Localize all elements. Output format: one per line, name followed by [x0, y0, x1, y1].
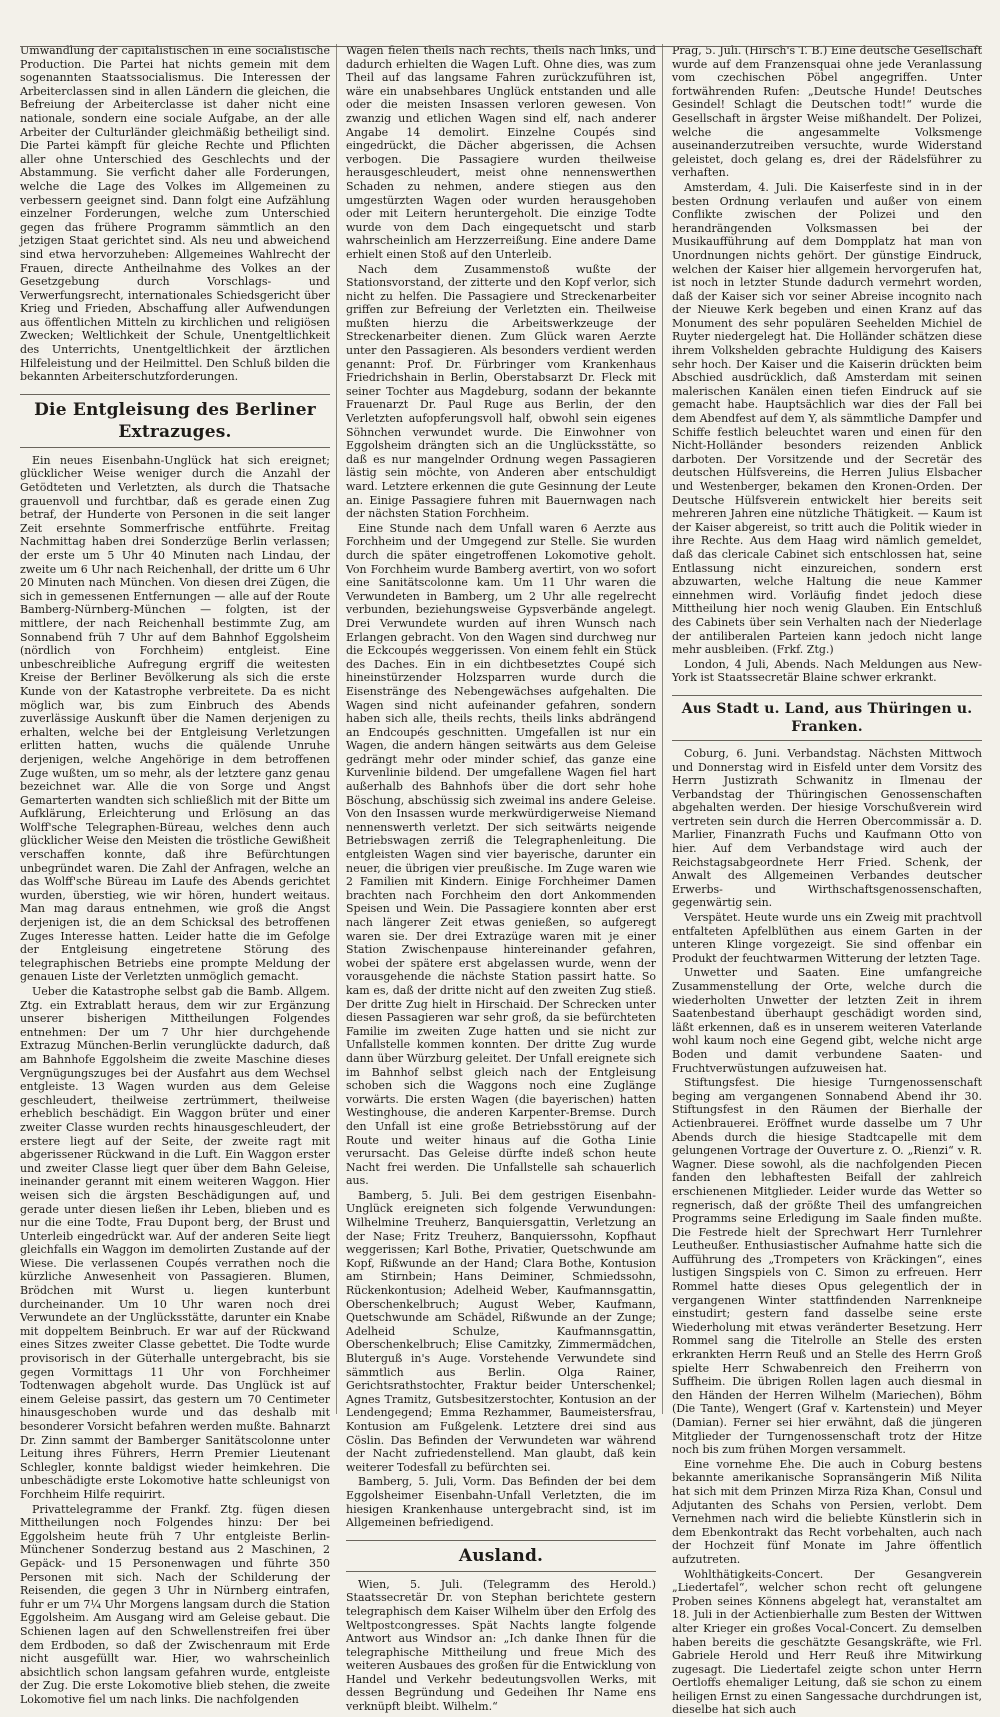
article-intro-text: Umwandlung der capitalistischen in eine socialistische Production. Die Partei hat nichts gemein mit dem sogenannten Staatssocialismus. Die Interessen der Arbeiterclassen sind in allen Ländern die gleichen, die Befreiung der Arbeiterclasse ist daher nicht eine nationale, sondern eine sociale Aufgabe, an der alle Arbeiter der Culturländer gleichmäßig betheiligt sind. Die Partei kämpft für gleiche Rechte und Pflichten aller ohne Unterschied des Geschlechts und der Abstammung. Sie verficht daher alle Forderungen, welche die Lage des Volkes im Allgemeinen zu verbessern geeignet sind. Dann folgt eine Aufzählung einzelner Forderungen, welche zum Unterschied gegen das frühere Programm sämmtlich an den jetzigen Staat gerichtet sind. Als neu und abweichend sind etwa hervorzuheben: Allgemeines Wahlrecht der Frauen, directe Antheilnahme des Volkes an der Gesetzgebung durch Vorschlags- und Verwerfungsrecht, internationales Schiedsgericht über Krieg und Frieden, Abschaffung aller Aufwendungen aus öffentlichen Mitteln zu kirchlichen und religiösen Zwecken; Weltlichkeit der Schule, Unentgeltlichkeit des Unterrichts, Unentgeltlichkeit der ärztlichen Hilfeleistung und der Heilmittel. Den Schluß bilden die bekannten Arbeiterschutzforderungen. — [20, 44, 330, 384]
paragraph: Eine Stunde nach dem Unfall waren 6 Aerzte aus Forchheim und der Umgegend zur Stelle. Sie wurden durch die später eingetroffenen Lokomotive geholt. Von Forchheim wurde Bamberg avertirt, von wo sofort eine Sanitätscolonne kam. Um 11 Uhr waren die Verwundeten in Bamberg, um 2 Uhr alle regelrecht verbunden, beziehungsweise Gypsverbände angelegt. Drei Verwundete wurden auf ihren Wunsch nach Erlangen gebracht. Von den Wagen sind durchweg nur die Eckcoupés weggerissen. Von einem fehlt ein Stück des Daches. Ein in ein dichtbesetztes Coupé sich hineinstürzender Holzsparren wurde durch die Eisenstränge des Nebengewächses aufgehalten. Die Wagen sind nicht aufeinander gefahren, sondern haben sich alle, theils rechts, theils links abdrängend an Endcoupés geschnitten. Umgefallen ist nur ein Wagen, die andern hängen seitwärts aus dem Geleise gedrängt mehr oder minder schief, das ganze eine Kurvenlinie bildend. Der umgefallene Wagen fiel hart außerhalb des Bahnhofs über die dort sehr hohe Böschung, abschüssig sich zweimal ins andere Geleise. Von den Insassen wurde merkwürdigerweise Niemand nennenswerth verletzt. Der sich seitwärts neigende Betriebswagen zerriß die Telegraphenleitung. Die entgleisten Wagen sind vier bayerische, darunter ein neuer, die übrigen vier preußische. Im Zuge waren wie 2 Familien mit Kindern. Einige Forchheimer Damen brachten nach Forchheim den dort Ankommenden Speisen und Wein. Die Passagiere konnten aber erst nach längerer Zeit etwas genießen, so aufgeregt waren sie. Der drei Extrazüge waren mit je einer Station Zwischenpause hintereinander gefahren, wobei der spätere erst abgelassen wurde, wenn der vorausgehende die nächste Station passirt hatte. So kam es, daß der dritte nicht auf den zweiten Zug stieß. Der dritte Zug hielt in Hirschaid. Der Schrecken unter diesen Passagieren war sehr groß, da sie befürchteten Familie im zweiten Zuge hatten und sie nicht zur Unfallstelle kommen konnten. Der dritte Zug wurde dann über Würzburg geleitet. Der Unfall ereignete sich im Bahnhof selbst gleich nach der Entgleisung schoben sich die Waggons noch eine Zuglänge vorwärts. Die ersten Wagen (die bayerischen) hatten Westinghouse, die anderen Karpenter-Bremse. Durch den Unfall ist eine große Betriebsstörung auf der Route und weiter hinaus auf die Gotha Linie verursacht. Das Geleise dürfte indeß schon heute Nacht frei werden. Die Unfallstelle sah schauerlich aus. — [346, 521, 656, 1188]
paragraph: Wagen fielen theils nach rechts, theils nach links, und dadurch erhielten die Wagen Luft. Ohne dies, was zum Theil auf das langsame Fahren zurückzuführen ist, wäre ein unabsehbares Unglück entstanden und alle oder die meisten Insassen verloren gewesen. Von zwanzig und etlichen Wagen sind elf, nach anderer Angabe 14 demolirt. Einzelne Coupés sind eingedrückt, die Dächer abgerissen, die Achsen verbogen. Die Passagiere wurden theilweise herausgeschleudert, meist ohne nennenswerthen Schaden zu nehmen, andere stiegen aus den umgestürzten Wagen oder wurden herausgehoben oder mit Leitern heruntergeholt. Die einzige Todte wurde von dem Dach eingequetscht und starb wahrscheinlich am Herzzerreißung. Eine andere Dame erhielt einen Stoß auf den Unterleib. — [346, 44, 656, 261]
paragraph: Unwetter und Saaten. Eine umfangreiche Zusammenstellung der Orte, welche durch die wiederholten Unwetter der letzten Zeit in ihrem Saatenbestand überhaupt geschädigt worden sind, läßt erkennen, daß es in unserem weiteren Vaterlande wohl kaum noch eine Gegend gibt, welche nicht arge Boden und damit verbundene Saaten- und Fruchtverwüstungen aufzuweisen hat. — [672, 966, 982, 1075]
headline-berliner-extrazug: Die Entgleisung des Berliner Extrazuges. — [20, 394, 330, 448]
paragraph: Nach dem Zusammenstoß wußte der Stationsvorstand, der zitterte und den Kopf verlor, sich nicht zu helfen. Die Passagiere und Streckenarbeiter griffen zur Befreiung der Verletzten ein. Theilweise mußten hierzu die Arbeitswerkzeuge der Streckenarbeiter dienen. Zum Glück waren Aerzte unter den Passagieren. Als besonders verdient werden genannt: Prof. Dr. Fürbringer vom Krankenhaus Friedrichshain in Berlin, Oberstabsarzt Dr. Fleck mit seiner Tochter aus Magdeburg, sodann der bekannte Frauenarzt Dr. Paul Ruge aus Berlin, der den Verletzten aufopferungsvoll half, obwohl sein eigenes Söhnchen verwundet wurde. Die Einwohner von Eggolsheim drängten sich an die Unglücksstätte, so daß es nur mangelnder Ordnung wegen Passagieren lästig sein möchte, von Anderen aber entschuldigt ward. Letztere erkennen die gute Gesinnung der Leute an. Einige Passagiere fuhren mit Bauernwagen nach der nächsten Station Forchheim. — [346, 262, 656, 521]
paragraph: Wien, 5. Juli. (Telegramm des Herold.) Staatssecretär Dr. von Stephan berichtete gestern telegraphisch dem Kaiser Wilhelm über den Erfolg des Weltpostcongresses. Spät Nachts langte folgende Antwort aus Windsor an: „Ich danke Ihnen für die telegraphische Mittheilung und freue Mich des weiteren Ausbaues des großen für die Entwicklung von Handel und Verkehr bedeutungsvollen Werks, mit dessen Begründung und Gedeihen Ihr Name ens verknüpft bleibt. Wilhelm.“ — [346, 1577, 656, 1714]
headline-stadt-und-land: Aus Stadt u. Land, aus Thüringen u. Franken. — [672, 695, 982, 741]
column-1 — [20, 44, 337, 1706]
paragraph: Ueber die Katastrophe selbst gab die Bamb. Allgem. Ztg. ein Extrablatt heraus, dem wir zur Ergänzung unserer bisherigen Mittheilungen Folgendes entnehmen: Der um 7 Uhr hier durchgehende Extrazug München-Berlin verunglückte dadurch, daß am Bahnhofe Eggolsheim die zweite Maschine dieses Vergnügungszuges bei der Ausfahrt aus dem Wechsel entgleiste. 13 Wagen wurden aus dem Geleise geschleudert, theilweise zertrümmert, theilweise erheblich beschädigt. Ein Waggon brüter und einer zweiter Classe wurden rechts hinausgeschleudert, der erstere liegt auf der Seite, der zweite ragt mit abgerissener Rückwand in die Luft. Ein Waggon erster und zweiter Classe liegt quer über dem Bahn Geleise, ineinander gerannt mit einem weiteren Waggon. Hier weisen sich die ärgsten Beschädigungen auf, und gerade unter diesen ließen ihr Leben, blieben und es nur die eine Todte, Frau Dupont berg, der Brust und Unterleib eingedrückt war. Auf der anderen Seite liegt gleichfalls ein Waggon im demolirten Zustande auf der Wiese. Die verlassenen Coupés verrathen noch die kürzliche Anwesenheit von Passagieren. Blumen, Brödchen mit Wurst u. liegen kunterbunt durcheinander. Um 10 Uhr waren noch drei Verwundete an der Unglücksstätte, darunter ein Knabe mit doppeltem Beinbruch. Er war auf der Rückwand eines Sitzes zweiter Classe gebettet. Die Todte wurde provisorisch in der Güterhalle untergebracht, bis sie gegen Vormittags 11 Uhr von Forchheimer Todtenwagen abgeholt wurde. Das Unglück ist auf einem Geleise passirt, das gestern um 70 Centimeter hinausgeschoben wurde und das deshalb mit besonderer Vorsicht befahren werden mußte. Bahnarzt Dr. Zinn sammt der Bamberger Sanitätscolonne unter Leitung ihres Führers, Herrn Premier Lieutenant Schlegler, konnte baldigst wieder heimkehren. Die unbeschädigte erste Lokomotive hatte schleunigst von Forchheim Hilfe requirirt. — [20, 985, 330, 1501]
paragraph: Verspätet. Heute wurde uns ein Zweig mit prachtvoll entfalteten Apfelblüthen aus einem Garten in der unteren Klinge vorgezeigt. Sie sind offenbar ein Produkt der feuchtwarmen Witterung der letzten Tage. — [672, 911, 982, 965]
paragraph: Prag, 5. Juli. (Hirsch's T. B.) Eine deutsche Gesellschaft wurde auf dem Franzensquai ohne jede Veranlassung vom czechischen Pöbel angegriffen. Unter fortwährenden Rufen: „Deutsche Hunde! Deutsches Gesindel! Schlagt die Deutschen todt!“ wurde die Gesellschaft in ärgster Weise mißhandelt. Der Polizei, welche die angesammelte Volksmenge auseinanderzutreiben versuchte, wurde Widerstand geleistet, doch gelang es, drei der Rädelsführer zu verhaften. — [672, 44, 982, 180]
paragraph: Bamberg, 5. Juli, Vorm. Das Befinden der bei dem Eggolsheimer Eisenbahn-Unfall Verletzten, die im hiesigen Krankenhause untergebracht sind, ist im Allgemeinen befriedigend. — [346, 1475, 656, 1530]
paragraph: Coburg, 6. Juni. Verbandstag. Nächsten Mittwoch und Donnerstag wird in Eisfeld unter dem Vorsitz des Herrn Justizrath Schwanitz in Ilmenau der Verbandstag der Thüringischen Genossenschaften abgehalten werden. Der hiesige Vorschußverein wird vertreten sein durch die Herren Obercommissär a. D. Marlier, Finanzrath Fuchs und Kaufmann Otto von hier. Auf dem Verbandstage wird auch der Reichstagsabgeordnete Herr Fried. Schenk, der Anwalt des Allgemeinen Verbandes deutscher Erwerbs- und Wirthschaftsgenossenschaften, gegenwärtig sein. — [672, 746, 982, 910]
paragraph: Wohlthätigkeits-Concert. Der Gesangverein „Liedertafel“, welcher schon recht oft gelungene Proben seines Könnens abgelegt hat, veranstaltet am 18. Juli in der Actienbierhalle zum Besten der Wittwen alter Krieger ein großes Vocal-Concert. Zu demselben haben bereits die geschätzte Gesangskräfte, wie Frl. Gabriele Herold und Herr Reuß ihre Mitwirkung zugesagt. Die Liedertafel zeigte schon unter Herrn Oertloffs ehemaliger Leitung, daß sie schon zu einem heiligen Ernst zu einen Sangessache durchdrungen ist, dieselbe hat sich auch — [672, 1567, 982, 1717]
headline-ausland: Ausland. — [346, 1540, 656, 1572]
paragraph: London, 4 Juli, Abends. Nach Meldungen aus New-York ist Staatssecretär Blaine schwer erkrankt. — [672, 657, 982, 685]
paragraph: Amsterdam, 4. Juli. Die Kaiserfeste sind in in der besten Ordnung verlaufen und außer von einem Conflikte zwischen der Polizei und den herandrängenden Volksmassen bei der Musikaufführung auf dem Dompplatz hat man von Unordnungen nichts gehört. Der günstige Eindruck, welchen der Kaiser hier allgemein hervorgerufen hat, ist noch in letzter Stunde dadurch vermehrt worden, daß der Kaiser sich vor seiner Abreise incognito nach der Nieuwe Kerk begeben und einen Kranz auf das Monument des sehr populären Seehelden Michiel de Ruyter niedergelegt hat. Die Holländer schätzen diese ihrem Volkshelden gebrachte Huldigung des Kaisers sehr hoch. Der Kaiser und die Kaiserin drückten beim Abschied ausdrücklich, daß Amsterdam mit seinen malerischen Kanälen einen tiefen Eindruck auf sie gemacht habe. Hauptsächlich war dies der Fall bei dem Abendfest auf dem Y, als sämmtliche Dampfer und Schiffe festlich beleuchtet waren und einen für den Nicht-Holländer besonders reizenden Anblick darboten. Der Vorsitzende und der Secretär des deutschen Hülfsvereins, die Herren Julius Elsbacher und Westenberger, bekamen den Kronen-Orden. Der Deutsche Hülfsverein entwickelt hier bereits seit mehreren Jahren eine nützliche Thätigkeit. — Kaum ist der Kaiser abgereist, so tritt auch die Politik wieder in ihre Rechte. Aus dem Haag wird nämlich gemeldet, daß das clericale Cabinet sich entschlossen hat, seine Entlassung nicht einzureichen, sondern erst abzuwarten, welche Haltung die neue Kammer einnehmen wird. Vorläufig findet jedoch diese Mittheilung hier noch wenig Glauben. Ein Entschluß des Cabinets über sein Verhalten nach der Niederlage der antiliberalen Parteien kann jedoch nicht lange mehr ausbleiben. (Frkf. Ztg.) — [672, 180, 982, 657]
paragraph: Eine vornehme Ehe. Die auch in Coburg bestens bekannte amerikanische Sopransängerin Miß Nilita hat sich mit dem Prinzen Mirza Riza Khan, Consul und Adjutanten des Schahs von Persien, verlobt. Dem Vernehmen nach wird die beliebte Künstlerin sich in dem Ebenkontrakt das Recht vorbehalten, auch nach der Hochzeit fünf Monate im Jahre öffentlich aufzutreten. — [672, 1457, 982, 1566]
paragraph: Stiftungsfest. Die hiesige Turngenossenschaft beging am vergangenen Sonnabend Abend ihr 30. Stiftungsfest in den Räumen der Bierhalle der Actienbrauerei. Eröffnet wurde dasselbe um 7 Uhr Abends durch die hiesige Stadtcapelle mit dem gelungenen Vortrage der Ouverture z. O. „Rienzi“ v. R. Wagner. Diese sowohl, als die nachfolgenden Piecen fanden den lebhaftesten Beifall der zahlreich erschienenen Mitglieder. Leider wurde das Wetter so regnerisch, daß der größte Theil des umfangreichen Programms seine Erledigung im Saale finden mußte. Die Festrede hielt der Sprechwart Herr Turnlehrer Leutheußer. Enthusiastischer Aufnahme hatte sich die Aufführung des „Trompeters von Kräckingen“, eines lustigen Singspiels von C. Simon zu erfreuen. Herr Rommel hatte dieses Opus gelegentlich der in vergangenen Winter stattfindenden Narrenkneipe einstudirt; gestern fand dasselbe seine erste Wiederholung mit etwas veränderter Besetzung. Herr Rommel sang die Titelrolle an Stelle des ersten erkrankten Herrn Reuß und an Stelle des Herrn Groß spielte Herr Schwabenreich den Freiherrn von Suffheim. Die übrigen Rollen lagen auch diesmal in den Händen der Herren Wilhelm (Mariechen), Böhm (Die Tante), Wengert (Graf v. Kartenstein) und Meyer (Damian). Ferner sei hier erwähnt, daß die jüngeren Mitglieder der Turngenossenschaft trotz der Hitze noch bis zum frühen Morgen versammelt. — [672, 1076, 982, 1457]
paragraph: Ein neues Eisenbahn-Unglück hat sich ereignet; glücklicher Weise weniger durch die Anzahl der Getödteten und Verletzten, als durch die Thatsache grauenvoll und furchtbar, daß es gerade einen Zug betraf, der Hunderte von Personen in die seit langer Zeit ersehnte Sommerfrische entführte. Freitag Nachmittag haben drei Sonderzüge Berlin verlassen; der erste um 5 Uhr 40 Minuten nach Lindau, der zweite um 6 Uhr nach Reichenhall, der dritte um 6 Uhr 20 Minuten nach München. Von diesen drei Zügen, die sich in gemessenen Entfernungen — alle auf der Route Bamberg-Nürnberg-München — folgten, ist der mittlere, der nach Reichenhall bestimmte Zug, am Sonnabend früh 7 Uhr auf dem Bahnhof Eggolsheim (nördlich von Forchheim) entgleist. Eine unbeschreibliche Aufregung ergriff die weitesten Kreise der Berliner Bevölkerung als sich die erste Kunde von der Katastrophe verbreitete. Da es nicht möglich war, bis zum Einbruch des Abends zuverlässige Auskunft über die Namen derjenigen zu erhalten, welche bei der Entgleisung Verletzungen erlitten hatten, wuchs die quälende Unruhe derjenigen, welche Angehörige in dem betroffenen Zuge wußten, um so mehr, als der letztere ganz genau bezeichnet war. Alle die von Sorge und Angst Gemarterten wandten sich schließlich mit der Bitte um Aufklärung, Erleichterung und Erlösung an das Wolff'sche Telegraphen-Büreau, welches denn auch glücklicher Weise den Meisten die tröstliche Gewißheit verschaffen konnte, daß ihre Befürchtungen unbegründet waren. Die Zahl der Anfragen, welche an das Wolff'sche Büreau im Laufe des Abends gerichtet wurden, überstieg, wie wir hören, hundert weitaus. Man mag daraus entnehmen, wie groß die Angst derjenigen ist, die an dem Schicksal des betroffenen Zuges Interesse hatten. Leider hatte die im Gefolge der Entgleisung eingetretene Störung des telegraphischen Betriebs eine prompte Meldung der genauen Liste der Verletzten unmöglich gemacht. — [20, 453, 330, 984]
column-2 — [346, 44, 663, 1714]
column-3 — [672, 44, 982, 1717]
paragraph: Bamberg, 5. Juli. Bei dem gestrigen Eisenbahn-Unglück ereigneten sich folgende Verwundungen: Wilhelmine Treuherz, Banquiersgattin, Verletzung an der Nase; Fritz Treuherz, Banquierssohn, Kopfhaut weggerissen; Karl Bothe, Privatier, Quetschwunde am Kopf, Rißwunde an der Hand; Clara Bothe, Kontusion am Stirnbein; Hans Deiminer, Schmiedssohn, Rückenkontusion; Adelheid Weber, Kaufmannsgattin, Oberschenkelbruch; August Weber, Kaufmann, Quetschwunde am Schädel, Rißwunde an der Zunge; Adelheid Schulze, Kaufmannsgattin, Oberschenkelbruch; Elise Camitzky, Zimmermädchen, Bluterguß in's Auge. Vorstehende Verwundete sind sämmtlich aus Berlin. Olga Rainer, Gerichtsrathstochter, Fraktur beider Unterschenkel; Agnes Tramitz, Gutsbesitzerstochter, Kontusion an der Lendengegend; Emma Rezhammer, Baumeistersfrau, Kontusion am Fußgelenk. Letztere drei sind aus Cöslin. Das Befinden der Verwundeten war während der Nacht zufriedenstellend. Man glaubt, daß kein weiterer Todesfall zu befürchten sei. — [346, 1188, 656, 1474]
columns — [20, 44, 982, 1717]
paragraph: Privattelegramme der Frankf. Ztg. fügen diesen Mittheilungen noch Folgendes hinzu: Der bei Eggolsheim heute früh 7 Uhr entgleiste Berlin-Münchener Sonderzug bestand aus 2 Maschinen, 2 Gepäck- und 15 Personenwagen und führte 350 Personen mit sich. Nach der Schilderung der Reisenden, die gegen 3 Uhr in Nürnberg eintrafen, fuhr er um 7¼ Uhr Morgens langsam durch die Station Eggolsheim. Am Ausgang wird am Geleise gebaut. Die Schienen lagen auf den Schwellenstreifen frei über dem Erdboden, so daß der Zwischenraum mit Erde nicht ausgefüllt war. Hier, wo wahrscheinlich absichtlich schon langsam gefahren wurde, entgleiste der Zug. Die erste Lokomotive blieb stehen, die zweite Lokomotive fiel um nach links. Die nachfolgenden — [20, 1502, 330, 1706]
top-rule — [20, 46, 982, 47]
